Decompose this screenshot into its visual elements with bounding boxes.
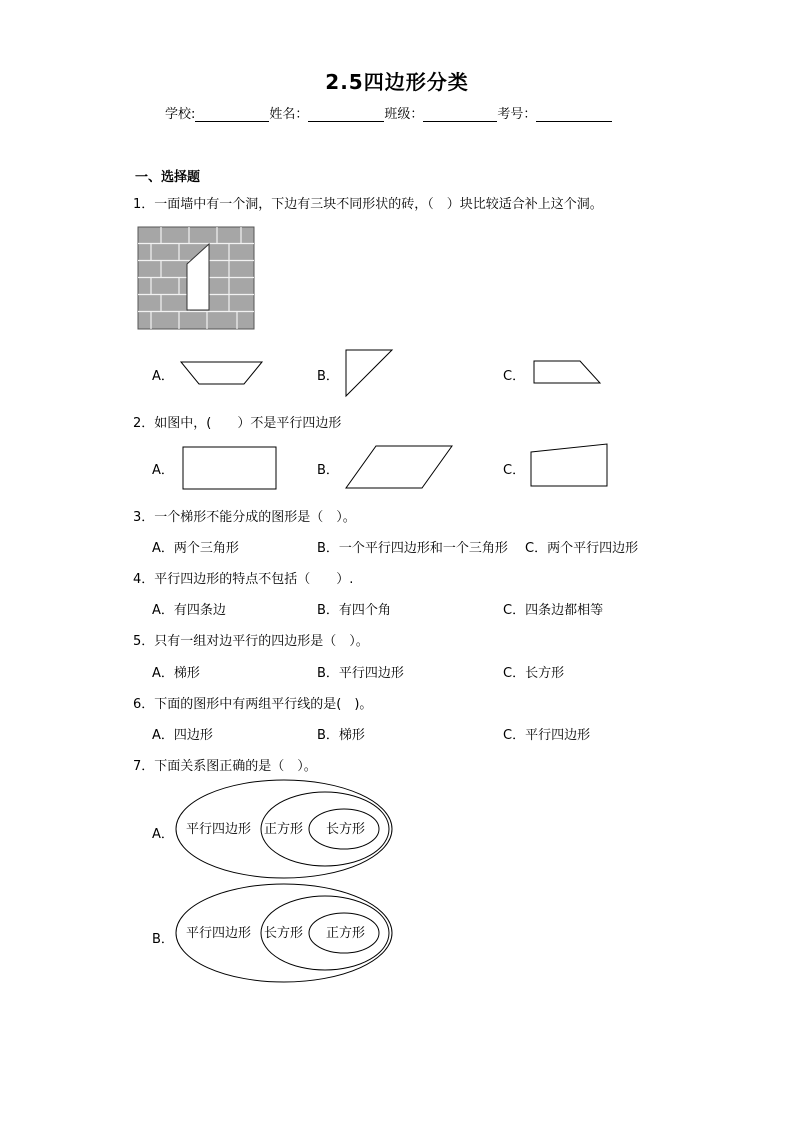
exam-no-label: 考号： [497, 107, 537, 122]
q4-option-a[interactable]: A．有四条边 [152, 603, 226, 618]
name-label: 姓名： [269, 107, 309, 122]
trapezoid-shape-a [180, 360, 264, 386]
q7-option-a[interactable]: A． [152, 827, 174, 842]
q2-option-b[interactable]: B． [317, 463, 339, 478]
q1-option-b[interactable]: B． [317, 369, 339, 384]
q4-option-c[interactable]: C．四条边都相等 [503, 603, 604, 618]
q5-option-c[interactable]: C．长方形 [503, 666, 565, 681]
exam-no-blank[interactable] [536, 107, 612, 122]
q3-option-c[interactable]: C．两个平行四边形 [525, 541, 639, 556]
q4-option-b[interactable]: B．有四个角 [317, 603, 391, 618]
q3-option-b[interactable]: B．一个平行四边形和一个三角形 [317, 541, 508, 556]
q1-option-a[interactable]: A． [152, 369, 174, 384]
q7-option-b[interactable]: B． [152, 932, 174, 947]
q5-option-b[interactable]: B．平行四边形 [317, 666, 404, 681]
venn-diagram-a [170, 778, 402, 882]
info-line [165, 103, 612, 122]
diagram-b-outer-label: 平行四边形 [186, 926, 252, 941]
q3-option-a[interactable]: A．两个三角形 [152, 541, 239, 556]
class-blank[interactable] [423, 107, 497, 122]
question-4: 4．平行四边形的特点不包括（ ）. [133, 572, 354, 587]
question-2: 2．如图中，( ）不是平行四边形 [133, 416, 342, 431]
diagram-b-inner-label: 正方形 [326, 926, 366, 941]
question-5: 5．只有一组对边平行的四边形是（ ）。 [133, 634, 369, 649]
q2-option-c[interactable]: C． [503, 463, 526, 478]
q5-option-a[interactable]: A．梯形 [152, 666, 200, 681]
trapezoid-shape-c [532, 359, 602, 385]
quadrilateral-shape-c [529, 442, 611, 488]
parallelogram-shape-b [344, 444, 454, 490]
question-6: 6．下面的图形中有两组平行线的是( )。 [133, 697, 373, 712]
name-blank[interactable] [308, 107, 384, 122]
diagram-b-middle-label: 长方形 [264, 926, 304, 941]
rectangle-shape-a [182, 446, 278, 490]
page-title: 2.5四边形分类 [325, 70, 469, 94]
class-label: 班级： [384, 107, 424, 122]
q6-option-a[interactable]: A．四边形 [152, 728, 213, 743]
venn-diagram-b [170, 882, 402, 986]
q6-option-b[interactable]: B．梯形 [317, 728, 365, 743]
school-label: 学校: [165, 107, 196, 122]
section-heading: 一、选择题 [135, 170, 201, 185]
triangle-shape-b [344, 348, 394, 398]
question-3: 3．一个梯形不能分成的图形是（ ）。 [133, 510, 356, 525]
brick-wall-figure [137, 226, 255, 330]
q6-option-c[interactable]: C．平行四边形 [503, 728, 591, 743]
diagram-a-outer-label: 平行四边形 [186, 822, 252, 837]
question-1: 1．一面墙中有一个洞，下边有三块不同形状的砖，（ ）块比较适合补上这个洞。 [133, 197, 603, 212]
diagram-a-inner-label: 长方形 [326, 822, 366, 837]
question-7: 7．下面关系图正确的是（ ）。 [133, 759, 317, 774]
q2-option-a[interactable]: A． [152, 463, 174, 478]
diagram-a-middle-label: 正方形 [264, 822, 304, 837]
q1-option-c[interactable]: C． [503, 369, 526, 384]
school-blank[interactable] [195, 107, 269, 122]
